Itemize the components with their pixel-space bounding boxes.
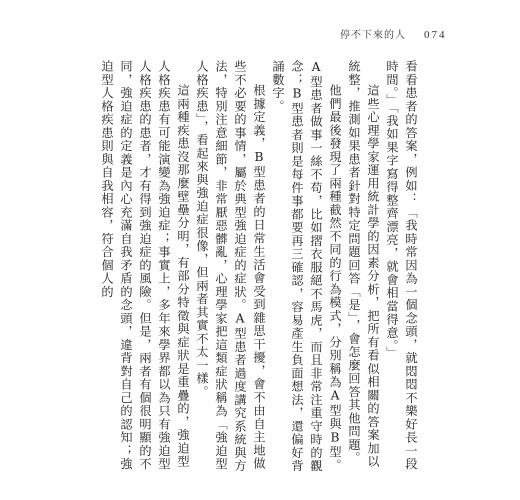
paragraph-4: 根據定義，B型患者的日常生活會受到雜思干擾，會不由自主地做些不必要的事情，屬於典型強迫症的症狀。A型患者過度講究系統與方法，特別注意細節，非常厭惡髒亂，心理學家把這類症狀稱為「強迫型人格疾患」，看起來與強迫症很像，但兩者其實不太一樣。 xyxy=(195,60,266,473)
running-head xyxy=(340,26,447,41)
running-head-title: 停不下來的人 xyxy=(340,30,406,41)
paragraph-2: 這些心理學家運用統計學的因素分析，把所有看似相關的答案加以統整，推測如果患者針對特定問題回答「是」，會怎麼回答其他問題。 xyxy=(347,60,380,469)
paragraph-5: 這兩種疾患沒那麼壁壘分明，有部分特徵與症狀是重疊的，強迫型人格疾患有可能演變為強迫症；事實上，多年來學界都以為只有強迫型人格疾患的患者，才有得到強迫症的風險。但是，兩者有個很明顯的不同，強迫症的定義是內心充滿自我矛盾的念頭，違背對自己的認知；強迫型人格疾患則與自我相容，符合個人的 xyxy=(100,60,190,471)
page-number: 074 xyxy=(424,29,447,41)
paragraph-3: 他們最後發現了兩種截然不同的行為模式，分別稱為A型與B型。A型患者做事一絲不苟，比如摺衣服絕不馬虎，而且非常注重守時的觀念；B型患者則是每件事都要再三確認，容易產生負面想法，還偏好背誦數字。 xyxy=(271,60,342,473)
body-text xyxy=(100,60,420,480)
paragraph-1: 看看患者的答案，例如：「我時常因為一個念頭，就悶悶不樂好長一段時間。」「我如果字寫得整齊漂亮，就會相當得意。」 xyxy=(385,60,418,471)
